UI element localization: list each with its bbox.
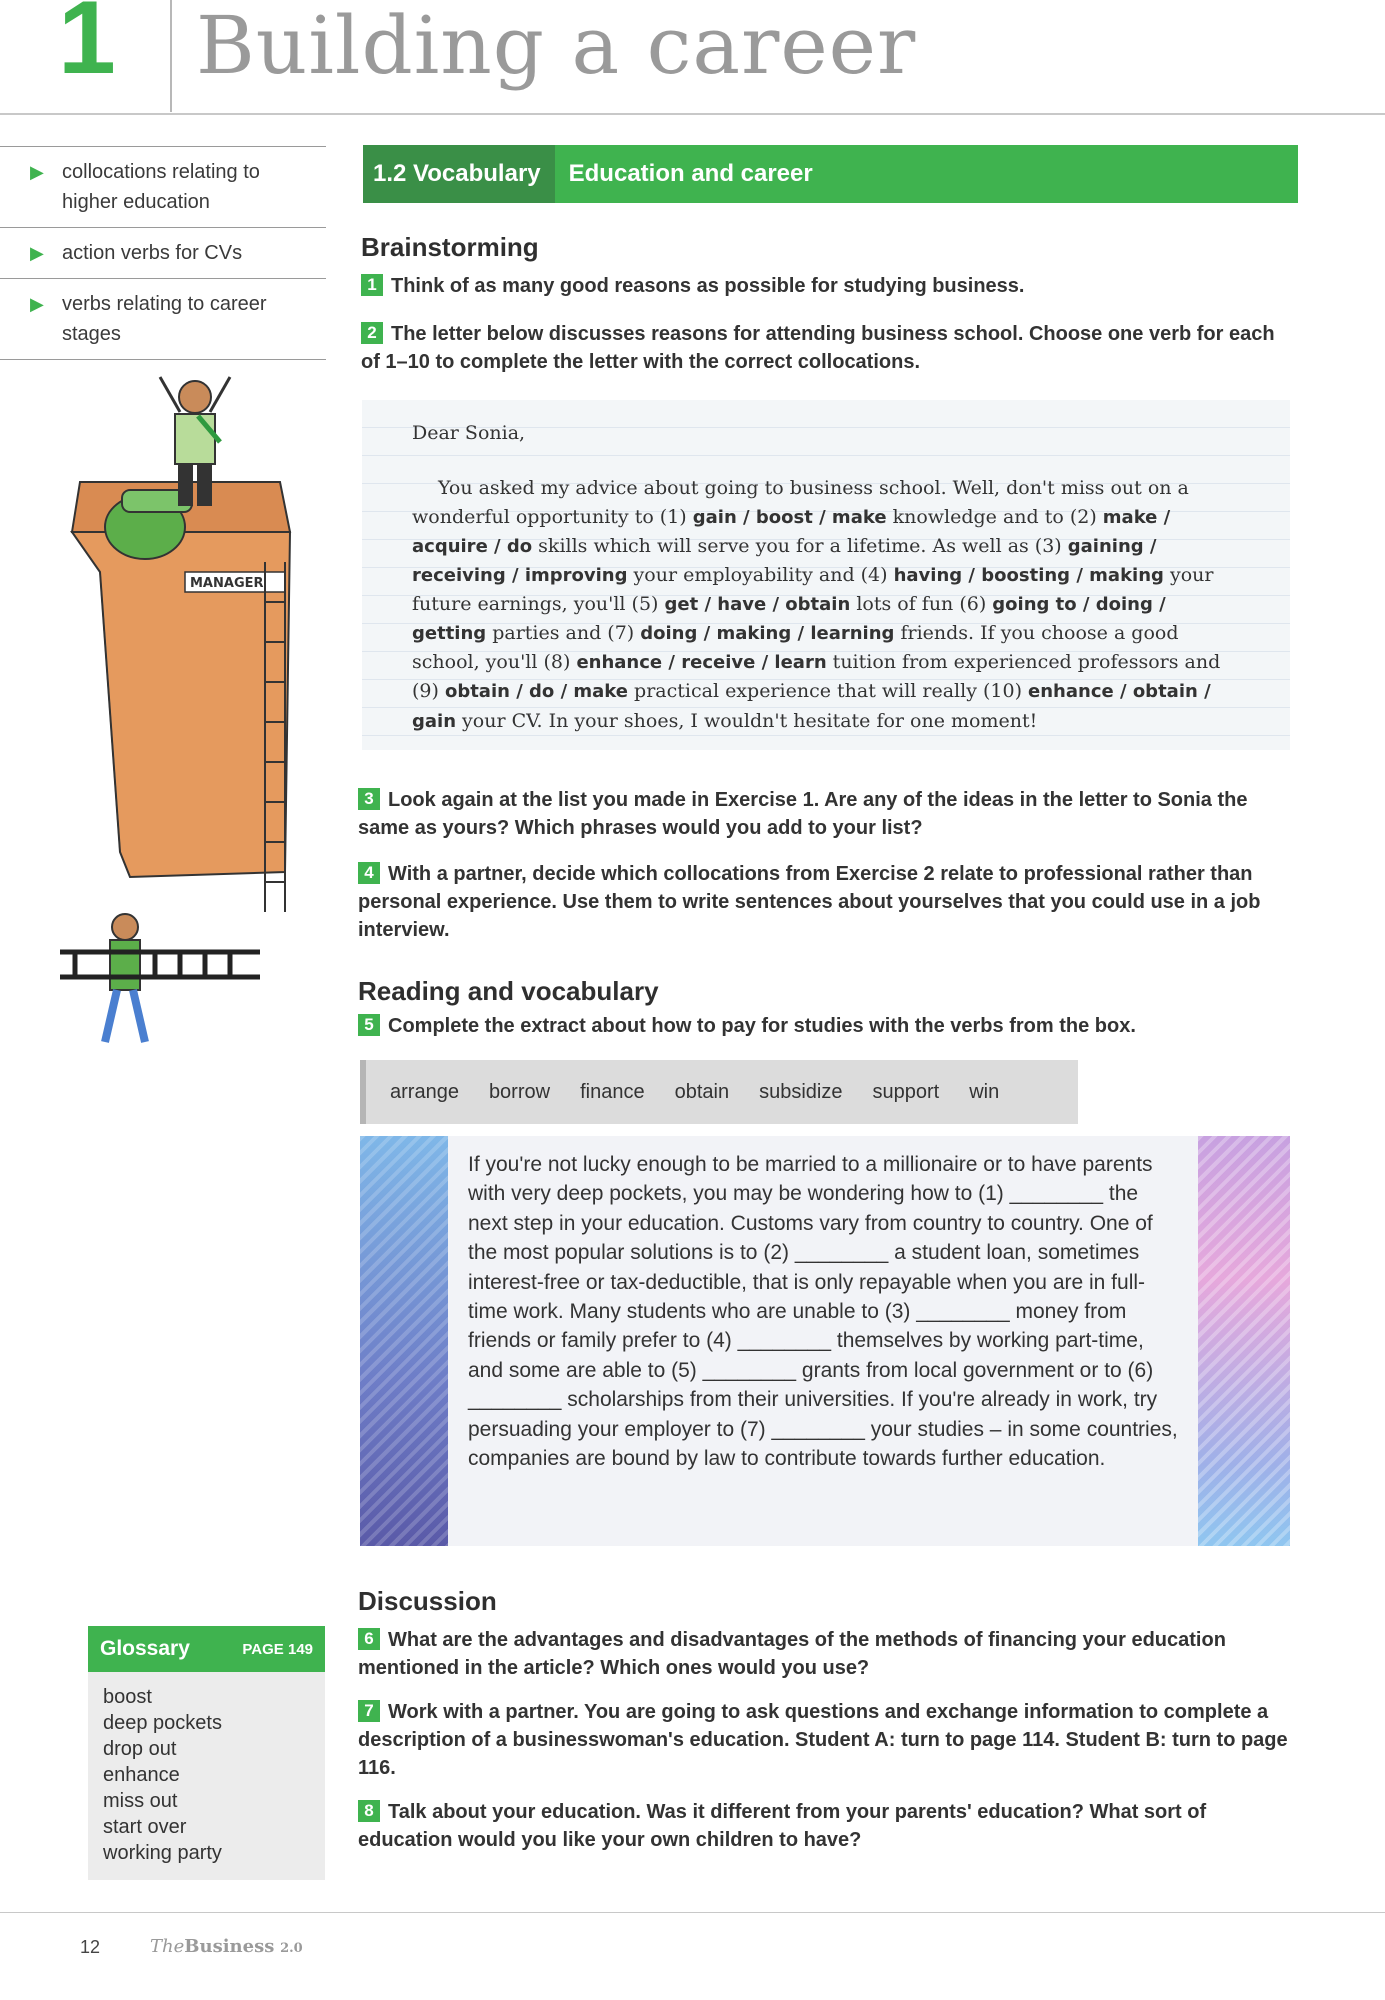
article-text: If you're not lucky enough to be married to a millionaire or to have parents with very deep pockets, you may be wondering how to (1) ________ the next step in your education. Customs vary from country to country. One of the most popular solutions is to (2) ________ a student loan, sometimes interest-free or tax-deductible, that is only repayable when you are in full-time work. Many students who are unable to (3) ________ money from friends or family prefer to (4) ________ themselves by working part-time, and some are able to (5) ________ grants from local government or to (6) ________ scholarships from their universities. If you're already in work, try persuading your employer to (7) ________ your studies – in some countries, companies are bound by law to contribute towards further education. (468, 1153, 1178, 1470)
word-box (360, 1060, 1078, 1124)
glossary-item: miss out (103, 1790, 178, 1812)
collocation-choice: having / boosting / making (893, 565, 1164, 587)
glossary-item: working party (103, 1842, 222, 1864)
exercise-1 (361, 272, 1291, 300)
exercise-number: 5 (358, 1014, 380, 1036)
article-right-stripe (1198, 1136, 1290, 1546)
page-number: 12 (80, 1937, 101, 1957)
exercise-8 (358, 1798, 1293, 1854)
word-option: win (969, 1080, 1000, 1103)
word-option: obtain (674, 1080, 730, 1103)
objectives-list (0, 146, 326, 360)
letter-greeting: Dear Sonia, (412, 422, 526, 444)
word-option: support (872, 1080, 940, 1103)
glossary-item: start over (103, 1816, 187, 1838)
exercise-text: Look again at the list you made in Exercise 1. Are any of the ideas in the letter to Sonia the same as yours? Which phrases would you add to your list? (358, 789, 1248, 839)
letter-body (412, 474, 1242, 736)
brand-name: Business (184, 1936, 275, 1957)
collocation-choice: enhance / obtain / gain (412, 681, 1211, 732)
exercise-number: 3 (358, 788, 380, 810)
exercise-text: Think of as many good reasons as possible for studying business. (391, 275, 1025, 297)
section-number: 1.2 Vocabulary (363, 145, 555, 203)
glossary-list (88, 1672, 325, 1880)
collocation-choice: obtain / do / make (444, 681, 629, 703)
header-rule (0, 113, 1385, 115)
book-brand (150, 1936, 303, 1957)
discussion-heading: Discussion (358, 1586, 497, 1616)
glossary-page-ref: PAGE 149 (242, 1640, 313, 1658)
exercise-number: 4 (358, 862, 380, 884)
collocation-choice: make / acquire / do (412, 507, 1171, 558)
glossary-item: drop out (103, 1738, 177, 1760)
exercise-text: Work with a partner. You are going to ask questions and exchange information to complete a description of a businesswoman's education. Student A: turn to page 114. Student B: turn to page 116. (358, 1701, 1288, 1779)
glossary-header (88, 1626, 325, 1672)
collocation-choice: enhance / receive / learn (576, 652, 827, 674)
exercise-text: What are the advantages and disadvantages of the methods of financing your education mentioned in the article? Which ones would you use? (358, 1629, 1226, 1679)
glossary-item: deep pockets (103, 1712, 222, 1734)
section-title: Education and career (568, 160, 813, 187)
letter-text: parties and (7) (486, 622, 641, 645)
man-carrying-ladder-figure (60, 914, 260, 1042)
exercise-number: 7 (358, 1700, 380, 1722)
letter-text: friends. If you choose a good school, you'll (8) (412, 622, 1179, 674)
exercise-text: Complete the extract about how to pay for studies with the verbs from the box. (388, 1015, 1136, 1037)
section-header-bar (363, 145, 1298, 203)
footer-rule (0, 1912, 1385, 1913)
objective-label: action verbs for CVs (62, 242, 243, 264)
word-option: finance (580, 1080, 645, 1103)
word-option: subsidize (759, 1080, 843, 1103)
article-extract (360, 1136, 1290, 1546)
brand-the: The (150, 1936, 185, 1957)
letter-text: tuition from experienced professors and (9) (412, 651, 1221, 703)
glossary-box (88, 1626, 325, 1880)
word-option: borrow (488, 1080, 551, 1103)
collocation-choice: gaining / receiving / improving (412, 536, 1157, 587)
exercise-text: The letter below discusses reasons for attending business school. Choose one verb for each of 1–10 to complete the letter with the correct collocations. (361, 323, 1275, 373)
exercise-number: 8 (358, 1800, 380, 1822)
exercise-5 (358, 1012, 1293, 1040)
chapter-number: 1 (58, 0, 116, 96)
letter-text: your employability and (4) (627, 564, 894, 587)
letter-text: lots of fun (6) (850, 593, 993, 616)
exercise-6 (358, 1626, 1293, 1682)
exercise-7 (358, 1698, 1293, 1782)
word-option: arrange (390, 1080, 459, 1103)
letter-text: skills which will serve you for a lifetime. As well as (3) (532, 535, 1068, 558)
header-divider (170, 0, 172, 112)
letter-text: your CV. In your shoes, I wouldn't hesitate for one moment! (456, 709, 1038, 732)
exercise-number: 2 (361, 322, 383, 344)
collocation-choice: doing / making / learning (640, 623, 895, 645)
triangle-arrow-icon: ▶ (30, 243, 44, 263)
collocation-choice: get / have / obtain (664, 594, 851, 616)
letter-text: practical experience that will really (10) (628, 680, 1029, 703)
brainstorming-heading: Brainstorming (361, 232, 539, 262)
objective-label: collocations relating to higher education (62, 161, 260, 213)
exercise-number: 6 (358, 1628, 380, 1650)
triangle-arrow-icon: ▶ (30, 294, 44, 314)
manager-sign-text: MANAGER (190, 576, 264, 591)
chapter-title: Building a career (196, 0, 917, 92)
exercise-4 (358, 860, 1293, 944)
collocation-choice: gain / boost / make (692, 507, 887, 529)
letter-to-sonia (362, 400, 1290, 750)
objective-item (0, 146, 326, 228)
exercise-2 (361, 320, 1296, 376)
triangle-arrow-icon: ▶ (30, 162, 44, 182)
collocation-choice: going to / doing / getting (412, 594, 1166, 645)
exercise-text: Talk about your education. Was it different from your parents' education? What sort of education would you like your own children to have? (358, 1801, 1207, 1851)
glossary-title: Glossary (100, 1637, 190, 1660)
letter-text: You asked my advice about going to business school. Well, don't miss out on a wonderful opportunity to (1) (412, 477, 1189, 529)
article-left-stripe (360, 1136, 448, 1546)
reading-vocabulary-heading: Reading and vocabulary (358, 976, 659, 1006)
objective-item (0, 279, 326, 360)
exercise-3 (358, 786, 1293, 842)
exercise-text: With a partner, decide which collocations from Exercise 2 relate to professional rather than personal experience. Use them to write sentences about yourselves that you could use in a job interview. (358, 863, 1261, 941)
glossary-item: boost (103, 1686, 152, 1708)
career-ladder-illustration (60, 372, 315, 1057)
objective-label: verbs relating to career stages (62, 293, 267, 345)
exercise-number: 1 (361, 274, 383, 296)
letter-text: your future earnings, you'll (5) (412, 564, 1214, 616)
glossary-item: enhance (103, 1764, 180, 1786)
letter-text: knowledge and to (2) (886, 506, 1103, 529)
objective-item (0, 228, 326, 279)
brand-version: 2.0 (280, 1941, 303, 1956)
